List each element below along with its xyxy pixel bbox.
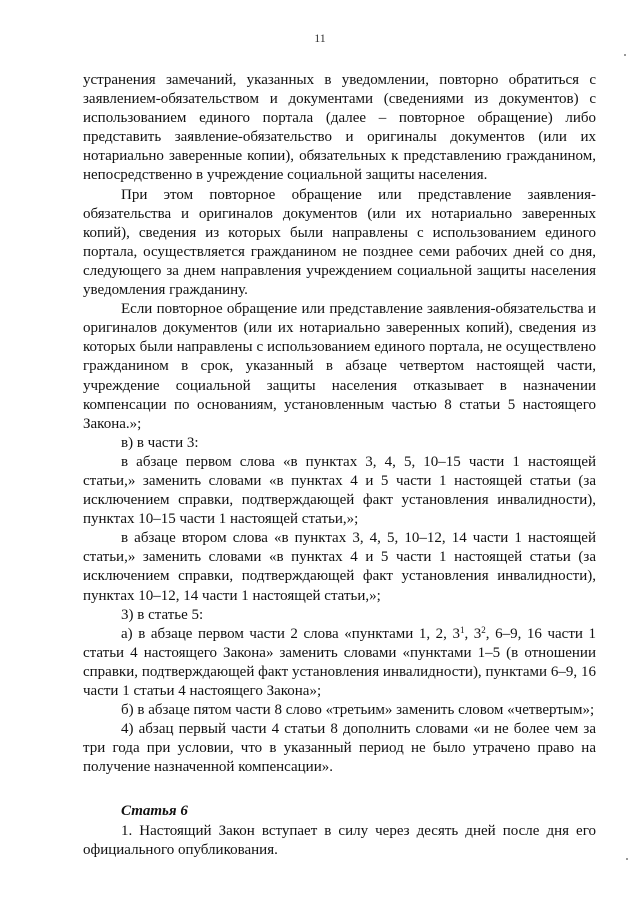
scan-speck (626, 858, 628, 860)
item-a-text-start: а) в абзаце первом части 2 слова «пунктами 1, 2, 3 (121, 625, 460, 642)
item-a-text-end: , 6–9, 16 части 1 статьи 4 настоящего Закона» заменить словами «пунктами 1–5 (в отношении справки, подтверждающей факт установления инвалидности), пунктами 6–9, 16 части 1 статьи 4 настоящего Закона»; (83, 625, 596, 699)
paragraph-second-abzac: в абзаце втором слова «в пунктах 3, 4, 5, 10–12, 14 части 1 настоящей статьи,» заменить словами «в пунктах 4 и 5 части 1 настоящей статьи (за исключением справки, подтверждающей факт установления инвалидности), пунктах 10–12, 14 части 1 настоящей статьи,»; (83, 530, 596, 604)
article-title: Статья 6 (121, 803, 188, 820)
superscript-2: 2 (481, 624, 486, 635)
item-a-text-mid: , 3 (464, 625, 482, 642)
document-body (83, 71, 596, 860)
item-4-article-8: 4) абзац первый части 4 статьи 8 дополнить словами «и не более чем за три года при условии, что в указанный период не было утрачено право на получение назначенной компенсации». (83, 721, 596, 776)
page-number: 11 (314, 31, 326, 45)
article-text: 1. Настоящий Закон вступает в силу через десять дней после дня его официального опубликования. (83, 822, 596, 858)
item-b-part-8: б) в абзаце пятом части 8 слово «третьим» заменить словом «четвертым»; (121, 702, 595, 719)
item-a-part-2 (83, 625, 596, 701)
item-3-article-5: 3) в статье 5: (121, 606, 204, 623)
paragraph-refusal: Если повторное обращение или представление заявления-обязательства и оригиналов документов (или их нотариально заверенных копий), сведения из которых были направлены с использованием единого портала, не осуществлено гражданином в срок, указанный в абзаце четвертом настоящей части, учреждение социальной защиты населения отказывает в назначении компенсации по основаниям, установленным частью 8 статьи 5 настоящего Закона.»; (83, 301, 596, 432)
paragraph-repeat-application: При этом повторное обращение или представление заявления-обязательства и оригиналов документов (или их нотариально заверенных копий), сведения из которых были направлены с использованием единого портала, осуществляется гражданином не позднее семи рабочих дней со дня, следующего за днем направления учреждением социальной защиты населения уведомления гражданину. (83, 186, 596, 299)
paragraph-continuation: устранения замечаний, указанных в уведомлении, повторно обратиться с заявлением-обязательством и документами (сведениями из документов) с использованием единого портала (далее – повторное обращение) либо представить заявление-обязательство и оригиналы документов (или их нотариально заверенные копии), обязательных к представлению гражданином, непосредственно в учреждение социальной защиты населения. (83, 72, 596, 184)
paragraph-first-abzac: в абзаце первом слова «в пунктах 3, 4, 5, 10–15 части 1 настоящей статьи,» заменить словами «в пунктах 4 и 5 части 1 настоящей статьи (за исключением справки, подтверждающей факт установления инвалидности), пунктах 10–15 части 1 настоящей статьи,»; (83, 453, 596, 528)
superscript-1: 1 (459, 624, 465, 635)
item-v-part-3: в) в части 3: (121, 434, 199, 451)
scan-speck (624, 54, 626, 56)
